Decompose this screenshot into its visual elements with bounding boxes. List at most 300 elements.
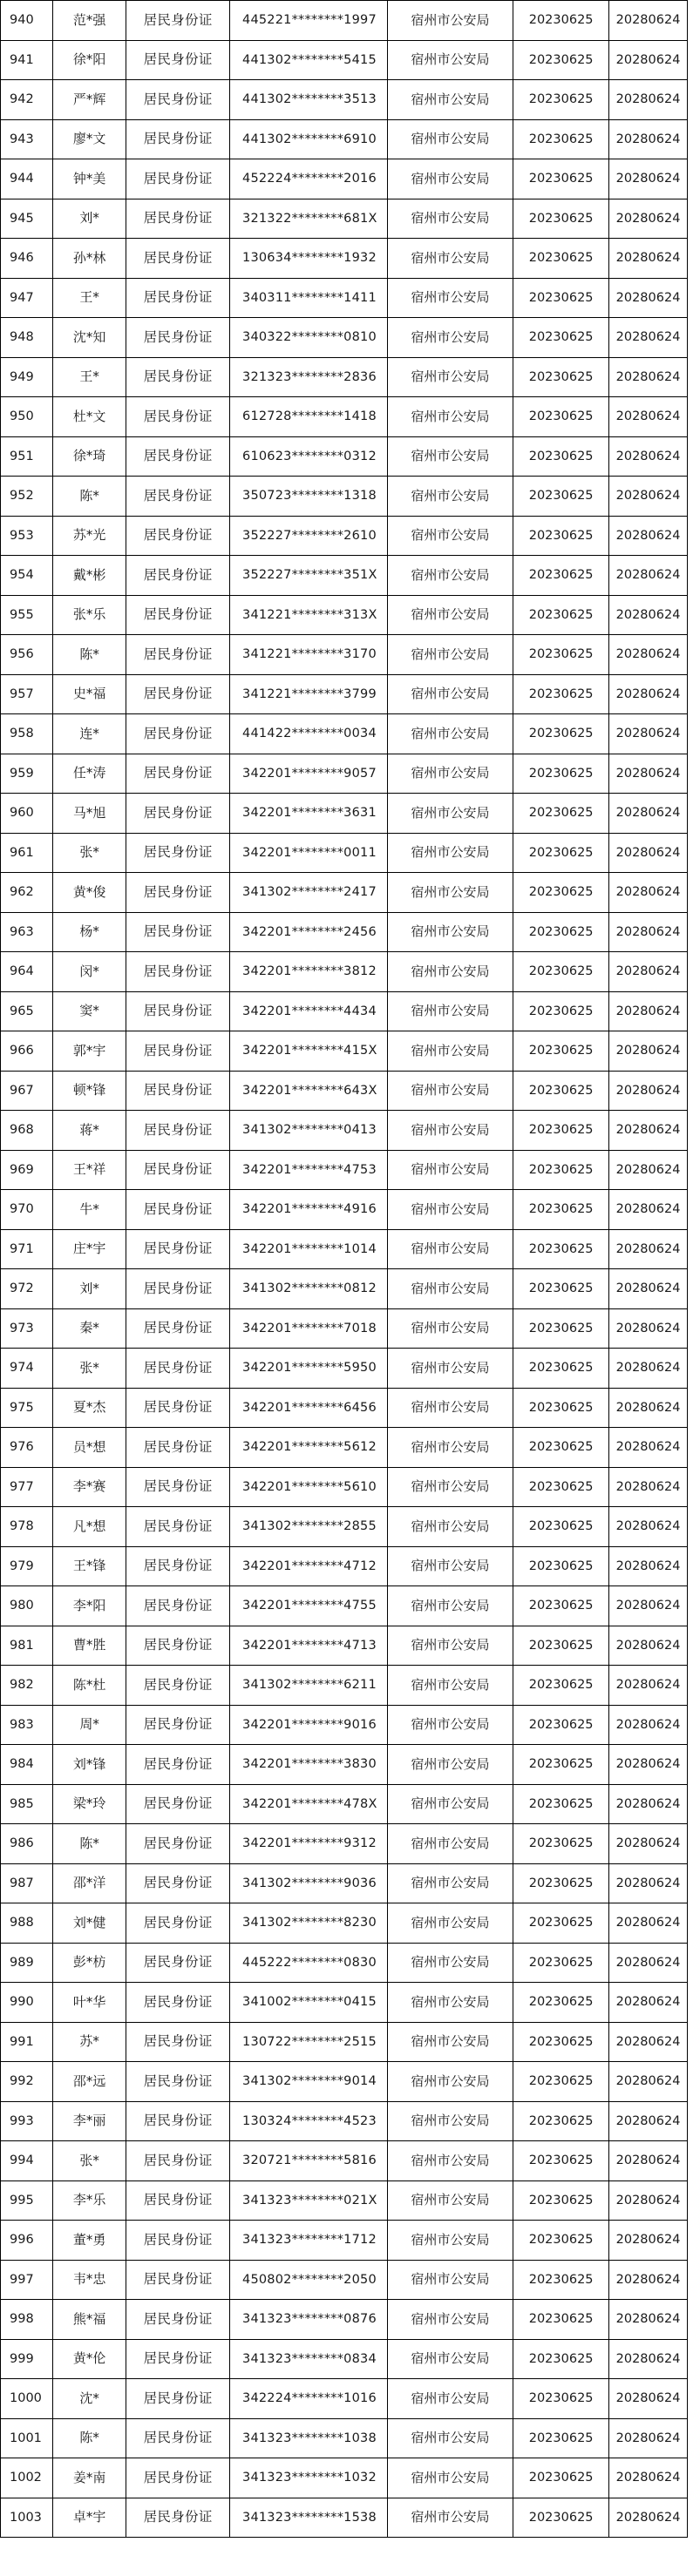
person-name-cell: 苏*光 (52, 516, 126, 556)
valid-from-date-cell: 20230625 (513, 833, 609, 873)
issuing-authority-cell: 宿州市公安局 (387, 1, 513, 41)
id-number-cell: 441302********5415 (230, 40, 388, 80)
valid-from-date-cell: 20230625 (513, 516, 609, 556)
id-number-cell: 341302********9014 (230, 2062, 388, 2102)
id-number-cell: 342201********5950 (230, 1349, 388, 1389)
id-number-cell: 450802********2050 (230, 2260, 388, 2300)
table-row (1, 2260, 688, 2300)
table-row (1, 397, 688, 437)
id-number-cell: 340322********0810 (230, 318, 388, 358)
valid-from-date-cell: 20230625 (513, 119, 609, 159)
table-row (1, 2300, 688, 2340)
person-name-cell: 韦*忠 (52, 2260, 126, 2300)
issuing-authority-cell: 宿州市公安局 (387, 1031, 513, 1072)
issuing-authority-cell: 宿州市公安局 (387, 635, 513, 675)
valid-from-date-cell: 20230625 (513, 794, 609, 834)
table-row (1, 2180, 688, 2221)
id-number-cell: 341323********0834 (230, 2339, 388, 2379)
valid-from-date-cell: 20230625 (513, 1229, 609, 1269)
table-row (1, 2101, 688, 2141)
document-type-cell: 居民身份证 (126, 2101, 230, 2141)
row-number-cell: 989 (1, 1943, 53, 1983)
id-number-cell: 342201********9057 (230, 754, 388, 794)
row-number-cell: 988 (1, 1903, 53, 1944)
document-type-cell: 居民身份证 (126, 1428, 230, 1468)
id-number-cell: 341302********8230 (230, 1903, 388, 1944)
document-type-cell: 居民身份证 (126, 1705, 230, 1745)
issuing-authority-cell: 宿州市公安局 (387, 278, 513, 318)
valid-from-date-cell: 20230625 (513, 2022, 609, 2062)
valid-to-date-cell: 20280624 (609, 714, 688, 754)
issuing-authority-cell: 宿州市公安局 (387, 1784, 513, 1824)
person-name-cell: 闵* (52, 952, 126, 992)
valid-to-date-cell: 20280624 (609, 2300, 688, 2340)
valid-from-date-cell: 20230625 (513, 2418, 609, 2458)
valid-from-date-cell: 20230625 (513, 477, 609, 517)
issuing-authority-cell: 宿州市公安局 (387, 1269, 513, 1309)
row-number-cell: 1000 (1, 2379, 53, 2419)
valid-to-date-cell: 20280624 (609, 1903, 688, 1944)
person-name-cell: 李*乐 (52, 2180, 126, 2221)
valid-from-date-cell: 20230625 (513, 1269, 609, 1309)
issuing-authority-cell: 宿州市公安局 (387, 159, 513, 199)
document-type-cell: 居民身份证 (126, 40, 230, 80)
table-row (1, 912, 688, 952)
person-name-cell: 刘*健 (52, 1903, 126, 1944)
person-name-cell: 任*涛 (52, 754, 126, 794)
issuing-authority-cell: 宿州市公安局 (387, 397, 513, 437)
row-number-cell: 993 (1, 2101, 53, 2141)
person-name-cell: 李*阳 (52, 1586, 126, 1626)
issuing-authority-cell: 宿州市公安局 (387, 80, 513, 120)
person-name-cell: 刘* (52, 1269, 126, 1309)
person-name-cell: 董*勇 (52, 2221, 126, 2261)
valid-from-date-cell: 20230625 (513, 1071, 609, 1111)
document-type-cell: 居民身份证 (126, 357, 230, 397)
person-name-cell: 蒋* (52, 1111, 126, 1151)
valid-to-date-cell: 20280624 (609, 318, 688, 358)
valid-to-date-cell: 20280624 (609, 1546, 688, 1586)
person-name-cell: 卓*宇 (52, 2498, 126, 2538)
id-number-cell: 352227********2610 (230, 516, 388, 556)
id-number-cell: 441422********0034 (230, 714, 388, 754)
valid-to-date-cell: 20280624 (609, 1586, 688, 1626)
row-number-cell: 965 (1, 991, 53, 1031)
issuing-authority-cell: 宿州市公安局 (387, 2379, 513, 2419)
row-number-cell: 948 (1, 318, 53, 358)
issuing-authority-cell: 宿州市公安局 (387, 2141, 513, 2181)
valid-to-date-cell: 20280624 (609, 912, 688, 952)
id-number-cell: 341323********1712 (230, 2221, 388, 2261)
document-type-cell: 居民身份证 (126, 794, 230, 834)
valid-from-date-cell: 20230625 (513, 1507, 609, 1547)
id-number-cell: 341302********0413 (230, 1111, 388, 1151)
person-name-cell: 姜*南 (52, 2458, 126, 2498)
valid-to-date-cell: 20280624 (609, 991, 688, 1031)
person-name-cell: 戴*彬 (52, 556, 126, 596)
valid-from-date-cell: 20230625 (513, 2498, 609, 2538)
valid-to-date-cell: 20280624 (609, 516, 688, 556)
person-name-cell: 夏*杰 (52, 1388, 126, 1428)
person-name-cell: 王* (52, 357, 126, 397)
issuing-authority-cell: 宿州市公安局 (387, 794, 513, 834)
row-number-cell: 990 (1, 1983, 53, 2023)
row-number-cell: 941 (1, 40, 53, 80)
person-name-cell: 范*强 (52, 1, 126, 41)
person-name-cell: 邵*洋 (52, 1863, 126, 1903)
valid-from-date-cell: 20230625 (513, 199, 609, 239)
valid-to-date-cell: 20280624 (609, 1745, 688, 1785)
issuing-authority-cell: 宿州市公安局 (387, 912, 513, 952)
table-row (1, 635, 688, 675)
issuing-authority-cell: 宿州市公安局 (387, 952, 513, 992)
person-name-cell: 凡*想 (52, 1507, 126, 1547)
issuing-authority-cell: 宿州市公安局 (387, 2260, 513, 2300)
valid-from-date-cell: 20230625 (513, 40, 609, 80)
id-number-cell: 342201********4434 (230, 991, 388, 1031)
issuing-authority-cell: 宿州市公安局 (387, 833, 513, 873)
document-type-cell: 居民身份证 (126, 397, 230, 437)
id-number-cell: 352227********351X (230, 556, 388, 596)
document-type-cell: 居民身份证 (126, 912, 230, 952)
issuing-authority-cell: 宿州市公安局 (387, 674, 513, 714)
table-row (1, 2062, 688, 2102)
person-name-cell: 顿*锋 (52, 1071, 126, 1111)
document-type-cell: 居民身份证 (126, 2379, 230, 2419)
person-name-cell: 张* (52, 1349, 126, 1389)
id-number-cell: 341323********1538 (230, 2498, 388, 2538)
id-number-cell: 341221********313X (230, 595, 388, 635)
valid-to-date-cell: 20280624 (609, 1269, 688, 1309)
valid-to-date-cell: 20280624 (609, 2418, 688, 2458)
person-name-cell: 张* (52, 833, 126, 873)
valid-to-date-cell: 20280624 (609, 40, 688, 80)
valid-to-date-cell: 20280624 (609, 1705, 688, 1745)
row-number-cell: 956 (1, 635, 53, 675)
valid-from-date-cell: 20230625 (513, 674, 609, 714)
row-number-cell: 964 (1, 952, 53, 992)
table-row (1, 1467, 688, 1507)
person-name-cell: 杨* (52, 912, 126, 952)
id-number-cell: 341221********3799 (230, 674, 388, 714)
person-name-cell: 梁*玲 (52, 1784, 126, 1824)
issuing-authority-cell: 宿州市公安局 (387, 1666, 513, 1706)
issuing-authority-cell: 宿州市公安局 (387, 40, 513, 80)
valid-from-date-cell: 20230625 (513, 1349, 609, 1389)
row-number-cell: 991 (1, 2022, 53, 2062)
valid-to-date-cell: 20280624 (609, 80, 688, 120)
table-row (1, 1745, 688, 1785)
valid-from-date-cell: 20230625 (513, 2062, 609, 2102)
table-row (1, 1666, 688, 1706)
issuing-authority-cell: 宿州市公安局 (387, 1983, 513, 2023)
issuing-authority-cell: 宿州市公安局 (387, 239, 513, 279)
person-name-cell: 叶*华 (52, 1983, 126, 2023)
person-name-cell: 刘* (52, 199, 126, 239)
valid-from-date-cell: 20230625 (513, 357, 609, 397)
document-type-cell: 居民身份证 (126, 2339, 230, 2379)
issuing-authority-cell: 宿州市公安局 (387, 1903, 513, 1944)
valid-to-date-cell: 20280624 (609, 2022, 688, 2062)
row-number-cell: 985 (1, 1784, 53, 1824)
valid-to-date-cell: 20280624 (609, 1824, 688, 1864)
valid-to-date-cell: 20280624 (609, 556, 688, 596)
valid-to-date-cell: 20280624 (609, 1507, 688, 1547)
table-row (1, 199, 688, 239)
issuing-authority-cell: 宿州市公安局 (387, 516, 513, 556)
table-row (1, 2498, 688, 2538)
person-name-cell: 彭*枋 (52, 1943, 126, 1983)
valid-from-date-cell: 20230625 (513, 873, 609, 913)
valid-from-date-cell: 20230625 (513, 1903, 609, 1944)
row-number-cell: 975 (1, 1388, 53, 1428)
valid-from-date-cell: 20230625 (513, 2221, 609, 2261)
row-number-cell: 946 (1, 239, 53, 279)
valid-from-date-cell: 20230625 (513, 1626, 609, 1666)
row-number-cell: 976 (1, 1428, 53, 1468)
valid-to-date-cell: 20280624 (609, 278, 688, 318)
valid-to-date-cell: 20280624 (609, 1031, 688, 1072)
document-type-cell: 居民身份证 (126, 2418, 230, 2458)
id-number-cell: 341302********2855 (230, 1507, 388, 1547)
row-number-cell: 983 (1, 1705, 53, 1745)
document-type-cell: 居民身份证 (126, 2141, 230, 2181)
valid-to-date-cell: 20280624 (609, 1229, 688, 1269)
row-number-cell: 994 (1, 2141, 53, 2181)
row-number-cell: 961 (1, 833, 53, 873)
table-row (1, 595, 688, 635)
row-number-cell: 1001 (1, 2418, 53, 2458)
table-row (1, 119, 688, 159)
row-number-cell: 940 (1, 1, 53, 41)
table-row (1, 794, 688, 834)
id-number-cell: 441302********3513 (230, 80, 388, 120)
row-number-cell: 966 (1, 1031, 53, 1072)
valid-from-date-cell: 20230625 (513, 1150, 609, 1190)
valid-from-date-cell: 20230625 (513, 239, 609, 279)
id-number-cell: 452224********2016 (230, 159, 388, 199)
valid-to-date-cell: 20280624 (609, 119, 688, 159)
person-name-cell: 黄*俊 (52, 873, 126, 913)
valid-to-date-cell: 20280624 (609, 2221, 688, 2261)
person-name-cell: 徐*琦 (52, 436, 126, 477)
row-number-cell: 996 (1, 2221, 53, 2261)
id-number-cell: 342201********6456 (230, 1388, 388, 1428)
person-name-cell: 熊*福 (52, 2300, 126, 2340)
table-row (1, 318, 688, 358)
document-type-cell: 居民身份证 (126, 436, 230, 477)
valid-to-date-cell: 20280624 (609, 1943, 688, 1983)
row-number-cell: 967 (1, 1071, 53, 1111)
valid-to-date-cell: 20280624 (609, 2180, 688, 2221)
row-number-cell: 962 (1, 873, 53, 913)
table-row (1, 1428, 688, 1468)
row-number-cell: 943 (1, 119, 53, 159)
person-name-cell: 史*福 (52, 674, 126, 714)
valid-to-date-cell: 20280624 (609, 754, 688, 794)
id-number-cell: 341323********1032 (230, 2458, 388, 2498)
table-row (1, 2418, 688, 2458)
valid-from-date-cell: 20230625 (513, 1666, 609, 1706)
row-number-cell: 958 (1, 714, 53, 754)
valid-to-date-cell: 20280624 (609, 1388, 688, 1428)
issuing-authority-cell: 宿州市公安局 (387, 2062, 513, 2102)
table-row (1, 1229, 688, 1269)
id-number-cell: 341323********021X (230, 2180, 388, 2221)
valid-from-date-cell: 20230625 (513, 635, 609, 675)
document-type-cell: 居民身份证 (126, 80, 230, 120)
row-number-cell: 995 (1, 2180, 53, 2221)
document-type-cell: 居民身份证 (126, 1943, 230, 1983)
row-number-cell: 957 (1, 674, 53, 714)
row-number-cell: 954 (1, 556, 53, 596)
person-name-cell: 刘*锋 (52, 1745, 126, 1785)
table-body (1, 1, 688, 2538)
issuing-authority-cell: 宿州市公安局 (387, 2300, 513, 2340)
person-name-cell: 徐*阳 (52, 40, 126, 80)
id-number-cell: 342201********4755 (230, 1586, 388, 1626)
valid-from-date-cell: 20230625 (513, 595, 609, 635)
row-number-cell: 984 (1, 1745, 53, 1785)
valid-to-date-cell: 20280624 (609, 477, 688, 517)
row-number-cell: 959 (1, 754, 53, 794)
id-number-cell: 342201********4916 (230, 1190, 388, 1230)
valid-from-date-cell: 20230625 (513, 754, 609, 794)
document-type-cell: 居民身份证 (126, 674, 230, 714)
row-number-cell: 997 (1, 2260, 53, 2300)
table-row (1, 1863, 688, 1903)
valid-from-date-cell: 20230625 (513, 1824, 609, 1864)
table-row (1, 1824, 688, 1864)
document-type-cell: 居民身份证 (126, 1, 230, 41)
table-row (1, 2339, 688, 2379)
valid-to-date-cell: 20280624 (609, 635, 688, 675)
id-number-cell: 342201********415X (230, 1031, 388, 1072)
id-number-cell: 342201********7018 (230, 1308, 388, 1349)
id-number-cell: 341221********3170 (230, 635, 388, 675)
valid-from-date-cell: 20230625 (513, 2300, 609, 2340)
valid-from-date-cell: 20230625 (513, 397, 609, 437)
document-type-cell: 居民身份证 (126, 2221, 230, 2261)
document-type-cell: 居民身份证 (126, 1745, 230, 1785)
valid-to-date-cell: 20280624 (609, 595, 688, 635)
valid-to-date-cell: 20280624 (609, 2101, 688, 2141)
issuing-authority-cell: 宿州市公安局 (387, 1705, 513, 1745)
issuing-authority-cell: 宿州市公安局 (387, 1546, 513, 1586)
table-row (1, 1269, 688, 1309)
id-number-cell: 342201********5610 (230, 1467, 388, 1507)
issuing-authority-cell: 宿州市公安局 (387, 1229, 513, 1269)
person-name-cell: 钟*美 (52, 159, 126, 199)
id-number-cell: 342201********5612 (230, 1428, 388, 1468)
document-type-cell: 居民身份证 (126, 714, 230, 754)
id-number-cell: 342201********3812 (230, 952, 388, 992)
valid-to-date-cell: 20280624 (609, 1428, 688, 1468)
valid-to-date-cell: 20280624 (609, 2498, 688, 2538)
document-type-cell: 居民身份证 (126, 1190, 230, 1230)
row-number-cell: 960 (1, 794, 53, 834)
id-number-cell: 342201********4712 (230, 1546, 388, 1586)
table-row (1, 159, 688, 199)
table-row (1, 556, 688, 596)
person-name-cell: 严*辉 (52, 80, 126, 120)
issuing-authority-cell: 宿州市公安局 (387, 1586, 513, 1626)
id-number-cell: 445222********0830 (230, 1943, 388, 1983)
table-row (1, 278, 688, 318)
valid-to-date-cell: 20280624 (609, 199, 688, 239)
person-name-cell: 陈* (52, 1824, 126, 1864)
document-type-cell: 居民身份证 (126, 833, 230, 873)
id-number-cell: 321323********2836 (230, 357, 388, 397)
issuing-authority-cell: 宿州市公安局 (387, 2418, 513, 2458)
valid-to-date-cell: 20280624 (609, 239, 688, 279)
id-number-cell: 341323********0876 (230, 2300, 388, 2340)
person-name-cell: 陈* (52, 635, 126, 675)
issuing-authority-cell: 宿州市公安局 (387, 1626, 513, 1666)
document-type-cell: 居民身份证 (126, 1308, 230, 1349)
person-name-cell: 沈* (52, 2379, 126, 2419)
row-number-cell: 973 (1, 1308, 53, 1349)
valid-from-date-cell: 20230625 (513, 2101, 609, 2141)
table-row (1, 1586, 688, 1626)
table-row (1, 1150, 688, 1190)
row-number-cell: 1002 (1, 2458, 53, 2498)
document-type-cell: 居民身份证 (126, 2458, 230, 2498)
table-row (1, 2022, 688, 2062)
id-number-cell: 342201********478X (230, 1784, 388, 1824)
table-row (1, 991, 688, 1031)
document-type-cell: 居民身份证 (126, 1111, 230, 1151)
issuing-authority-cell: 宿州市公安局 (387, 1943, 513, 1983)
row-number-cell: 980 (1, 1586, 53, 1626)
valid-from-date-cell: 20230625 (513, 952, 609, 992)
issuing-authority-cell: 宿州市公安局 (387, 2022, 513, 2062)
issuing-authority-cell: 宿州市公安局 (387, 991, 513, 1031)
table-row (1, 40, 688, 80)
document-type-cell: 居民身份证 (126, 1269, 230, 1309)
table-row (1, 2458, 688, 2498)
document-type-cell: 居民身份证 (126, 239, 230, 279)
table-row (1, 357, 688, 397)
table-row (1, 1507, 688, 1547)
issuing-authority-cell: 宿州市公安局 (387, 1388, 513, 1428)
table-row (1, 714, 688, 754)
document-type-cell: 居民身份证 (126, 1467, 230, 1507)
id-number-cell: 342201********643X (230, 1071, 388, 1111)
table-row (1, 873, 688, 913)
row-number-cell: 978 (1, 1507, 53, 1547)
person-name-cell: 陈* (52, 2418, 126, 2458)
row-number-cell: 951 (1, 436, 53, 477)
table-row (1, 477, 688, 517)
table-row (1, 1071, 688, 1111)
document-type-cell: 居民身份证 (126, 991, 230, 1031)
document-type-cell: 居民身份证 (126, 873, 230, 913)
row-number-cell: 972 (1, 1269, 53, 1309)
document-type-cell: 居民身份证 (126, 1666, 230, 1706)
person-name-cell: 沈*知 (52, 318, 126, 358)
document-type-cell: 居民身份证 (126, 2260, 230, 2300)
table-row (1, 516, 688, 556)
table-row (1, 754, 688, 794)
row-number-cell: 949 (1, 357, 53, 397)
issuing-authority-cell: 宿州市公安局 (387, 357, 513, 397)
valid-to-date-cell: 20280624 (609, 1190, 688, 1230)
row-number-cell: 944 (1, 159, 53, 199)
row-number-cell: 992 (1, 2062, 53, 2102)
id-number-cell: 342201********4753 (230, 1150, 388, 1190)
issuing-authority-cell: 宿州市公安局 (387, 1745, 513, 1785)
